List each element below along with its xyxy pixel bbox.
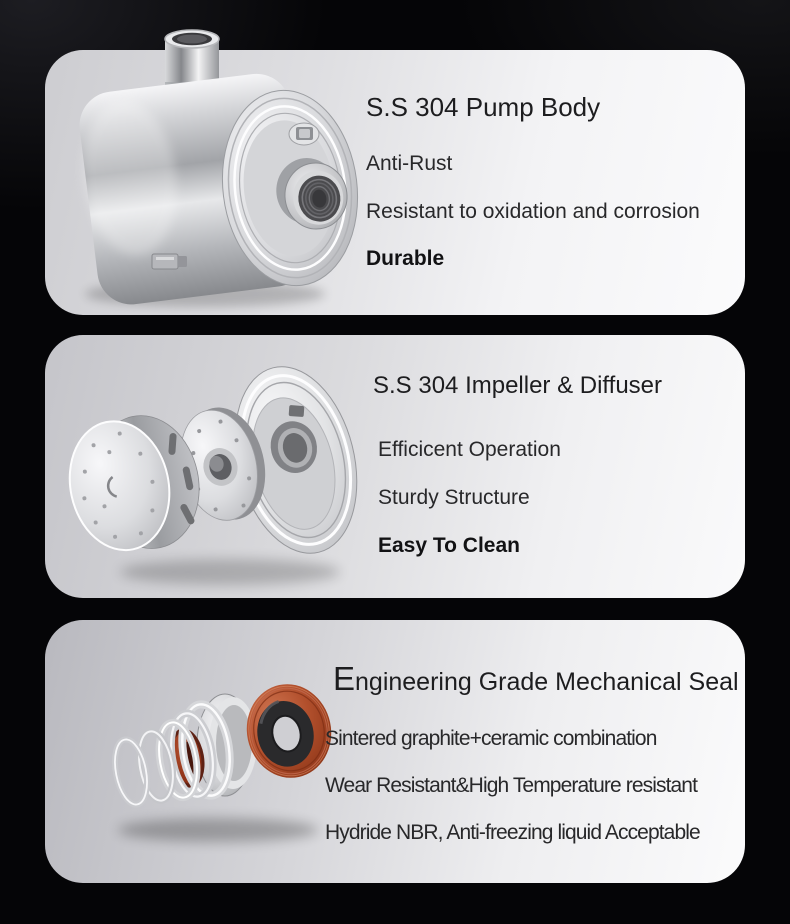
panel-pump-body — [45, 50, 745, 315]
feature-line: Resistant to oxidation and corrosion — [366, 200, 700, 223]
seal-shadow — [118, 818, 318, 842]
discs-shadow — [120, 559, 340, 585]
panel-title: Engineering Grade Mechanical Seal — [333, 660, 739, 697]
feature-line: Hydride NBR, Anti-freezing liquid Acceptable — [325, 821, 700, 844]
feature-line: Anti-Rust — [366, 152, 453, 175]
feature-line: Efficicent Operation — [378, 438, 561, 461]
feature-line: Durable — [366, 247, 445, 270]
panel-impeller-diffuser — [45, 335, 745, 598]
impeller-diffuser-image — [65, 355, 375, 595]
pump-body-image — [80, 30, 410, 320]
mechanical-seal-image — [100, 670, 345, 865]
feature-line: Easy To Clean — [378, 534, 520, 557]
feature-line: Wear Resistant&High Temperature resistant — [325, 774, 698, 797]
panel-title: S.S 304 Pump Body — [366, 92, 601, 122]
feature-line: Sturdy Structure — [378, 486, 530, 509]
panel-mechanical-seal — [45, 620, 745, 883]
panel-title: S.S 304 Impeller & Diffuser — [373, 372, 663, 399]
pump-drain-plug-icon — [152, 254, 187, 269]
feature-line: Sintered graphite+ceramic combination — [325, 727, 657, 750]
pump-face-plug-icon — [289, 123, 319, 145]
